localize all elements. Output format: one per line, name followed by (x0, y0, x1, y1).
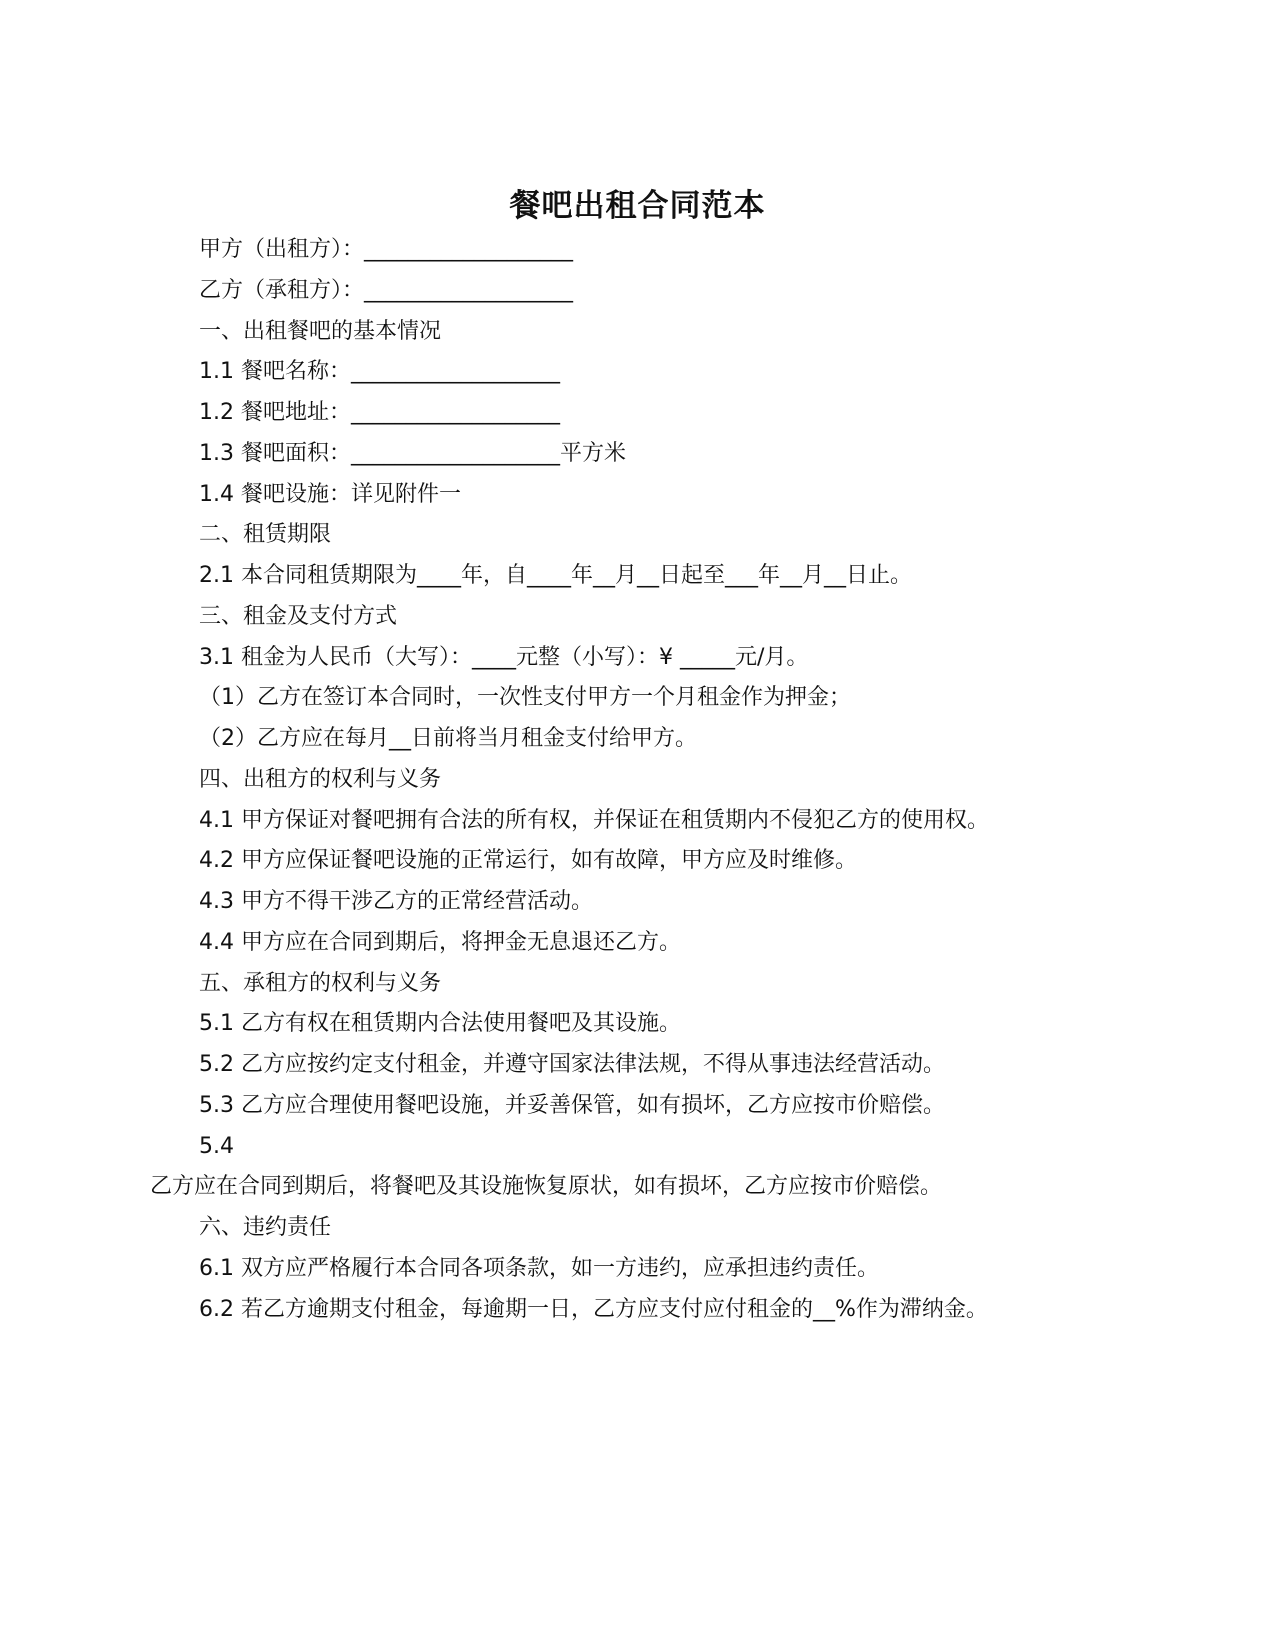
clause-4-4: 4.4 甲方应在合同到期后，将押金无息退还乙方。 (199, 930, 681, 955)
clause-5-3: 5.3 乙方应合理使用餐吧设施，并妥善保管，如有损坏，乙方应按市价赔偿。 (199, 1093, 945, 1118)
clause-4-1: 4.1 甲方保证对餐吧拥有合法的所有权，并保证在租赁期内不侵犯乙方的使用权。 (199, 808, 989, 833)
section-heading-1: 一、出租餐吧的基本情况 (199, 319, 442, 344)
clause-1-4: 1.4 餐吧设施：详见附件一 (199, 482, 461, 507)
section-heading-2: 二、租赁期限 (199, 522, 332, 547)
clause-5-4-number: 5.4 (199, 1134, 234, 1159)
clause-2-1: 2.1 本合同租赁期限为____年，自____年__月__日起至___年__月__日止。 (199, 563, 912, 588)
clause-5-2: 5.2 乙方应按约定支付租金，并遵守国家法律法规，不得从事违法经营活动。 (199, 1052, 945, 1077)
section-heading-3: 三、租金及支付方式 (199, 604, 398, 629)
clause-5-4-text: 乙方应在合同到期后，将餐吧及其设施恢复原状，如有损坏，乙方应按市价赔偿。 (150, 1174, 943, 1199)
clause-4-2: 4.2 甲方应保证餐吧设施的正常运行，如有故障，甲方应及时维修。 (199, 848, 857, 873)
document-title: 餐吧出租合同范本 (509, 188, 766, 224)
section-heading-6: 六、违约责任 (199, 1215, 332, 1240)
party-a-line: 甲方（出租方）：___________________ (199, 237, 574, 262)
clause-1-2: 1.2 餐吧地址：___________________ (199, 400, 560, 425)
clause-6-1: 6.1 双方应严格履行本合同各项条款，如一方违约，应承担违约责任。 (199, 1256, 879, 1281)
clause-5-1: 5.1 乙方有权在租赁期内合法使用餐吧及其设施。 (199, 1011, 681, 1036)
clause-3-1-item-1: （1）乙方在签订本合同时，一次性支付甲方一个月租金作为押金； (199, 685, 851, 710)
section-heading-5: 五、承租方的权利与义务 (199, 971, 442, 996)
clause-3-1-item-2: （2）乙方应在每月__日前将当月租金支付给甲方。 (199, 726, 697, 751)
section-heading-4: 四、出租方的权利与义务 (199, 767, 442, 792)
clause-6-2: 6.2 若乙方逾期支付租金，每逾期一日，乙方应支付应付租金的__%作为滞纳金。 (199, 1297, 988, 1322)
clause-4-3: 4.3 甲方不得干涉乙方的正常经营活动。 (199, 889, 593, 914)
clause-3-1: 3.1 租金为人民币（大写）：____元整（小写）：¥ _____元/月。 (199, 645, 809, 670)
party-b-line: 乙方（承租方）：___________________ (199, 278, 574, 303)
clause-1-1: 1.1 餐吧名称：___________________ (199, 359, 560, 384)
clause-1-3: 1.3 餐吧面积：___________________平方米 (199, 441, 626, 466)
